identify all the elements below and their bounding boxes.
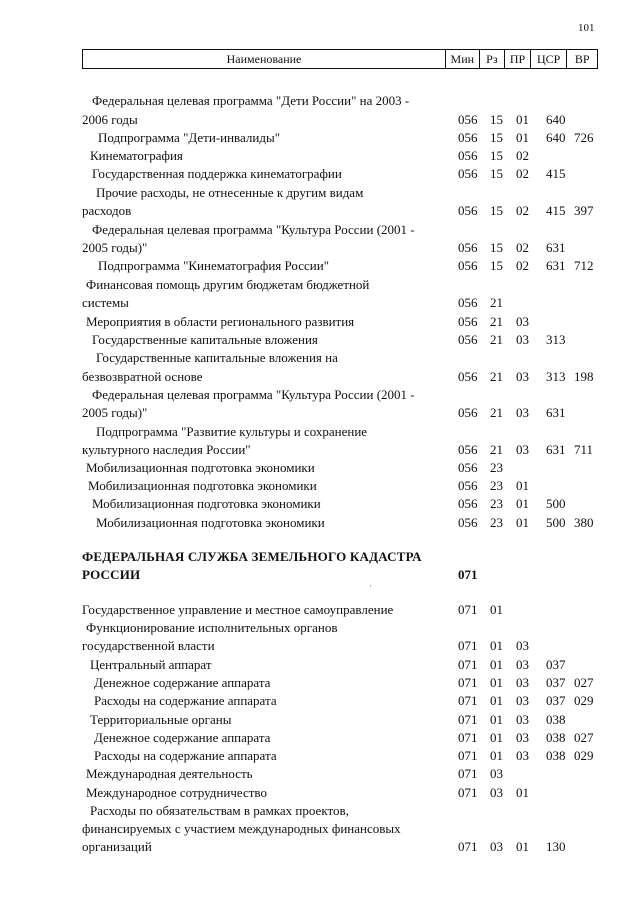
cell-rz: 01 — [490, 712, 503, 727]
table-row — [0, 656, 640, 674]
table-row — [0, 404, 640, 422]
cell-pr: 02 — [516, 240, 529, 255]
cell-csr: 415 — [546, 166, 566, 181]
cell-vr: 380 — [574, 515, 594, 530]
cell-pr: 03 — [516, 675, 529, 690]
cell-min: 056 — [458, 203, 478, 218]
table-row — [0, 802, 640, 820]
cell-min: 071 — [458, 693, 478, 708]
section-title-line1: ФЕДЕРАЛЬНАЯ СЛУЖБА ЗЕМЕЛЬНОГО КАДАСТРА — [82, 549, 422, 564]
cell-min: 056 — [458, 442, 478, 457]
row-name: Подпрограмма "Дети-инвалиды" — [98, 130, 281, 145]
cell-csr: 037 — [546, 693, 566, 708]
cell-min: 056 — [458, 332, 478, 347]
cell-csr: 038 — [546, 712, 566, 727]
cell-pr: 01 — [516, 785, 529, 800]
row-name: Международное сотрудничество — [86, 785, 267, 800]
table-row — [0, 765, 640, 783]
section-title-line2: РОССИИ — [82, 567, 141, 582]
cell-min: 056 — [458, 314, 478, 329]
cell-min: 071 — [458, 712, 478, 727]
cell-min: 071 — [458, 748, 478, 763]
cell-rz: 23 — [490, 460, 503, 475]
row-name: Центральный аппарат — [90, 657, 212, 672]
cell-min: 056 — [458, 515, 478, 530]
cell-pr: 03 — [516, 730, 529, 745]
row-name: Международная деятельность — [86, 766, 253, 781]
table-row — [0, 711, 640, 729]
cell-vr: 027 — [574, 675, 594, 690]
table-row — [0, 276, 640, 294]
cell-csr: 631 — [546, 240, 566, 255]
cell-csr: 500 — [546, 515, 566, 530]
row-name: Мобилизационная подготовка экономики — [92, 496, 321, 511]
header-min: Мин — [445, 50, 479, 68]
cell-pr: 03 — [516, 748, 529, 763]
row-name: Расходы на содержание аппарата — [94, 748, 277, 763]
row-name: Мероприятия в области регионального развития — [86, 314, 355, 329]
cell-pr: 01 — [516, 839, 529, 854]
cell-pr: 03 — [516, 369, 529, 384]
cell-pr: 03 — [516, 405, 529, 420]
row-name: Государственное управление и местное самоуправление — [82, 602, 394, 617]
row-name: Федеральная целевая программа "Культура России (2001 - — [92, 222, 415, 237]
row-name: Прочие расходы, не отнесенные к другим видам — [96, 185, 364, 200]
cell-rz: 03 — [490, 839, 503, 854]
cell-rz: 01 — [490, 602, 503, 617]
cell-vr: 029 — [574, 693, 594, 708]
row-name: Подпрограмма "Кинематография России" — [98, 258, 330, 273]
table-row — [0, 477, 640, 495]
row-name: Государственные капитальные вложения — [92, 332, 318, 347]
cell-min: 071 — [458, 785, 478, 800]
cell-min: 056 — [458, 496, 478, 511]
cell-csr: 037 — [546, 657, 566, 672]
cell-csr: 640 — [546, 130, 566, 145]
table-row — [0, 184, 640, 202]
cell-rz: 01 — [490, 638, 503, 653]
cell-csr: 130 — [546, 839, 566, 854]
cell-rz: 21 — [490, 405, 503, 420]
table-row — [0, 349, 640, 367]
cell-rz: 21 — [490, 369, 503, 384]
cell-rz: 15 — [490, 203, 503, 218]
table-row — [0, 495, 640, 513]
row-name: Территориальные органы — [90, 712, 232, 727]
cell-csr: 037 — [546, 675, 566, 690]
row-name: Функционирование исполнительных органов — [86, 620, 338, 635]
header-csr: ЦСР — [530, 50, 567, 68]
cell-min: 056 — [458, 295, 478, 310]
row-name: 2006 годы — [82, 112, 138, 127]
cell-pr: 03 — [516, 314, 529, 329]
cell-rz: 15 — [490, 240, 503, 255]
cell-rz: 01 — [490, 675, 503, 690]
cell-pr: 02 — [516, 148, 529, 163]
table-row — [0, 674, 640, 692]
cell-rz: 01 — [490, 657, 503, 672]
table-row — [0, 239, 640, 257]
cell-pr: 01 — [516, 496, 529, 511]
cell-csr: 640 — [546, 112, 566, 127]
cell-pr: 02 — [516, 166, 529, 181]
cell-min: 056 — [458, 369, 478, 384]
cell-csr: 631 — [546, 258, 566, 273]
cell-min: 071 — [458, 638, 478, 653]
row-name: культурного наследия России" — [82, 442, 251, 457]
row-name: 2005 годы)" — [82, 405, 148, 420]
row-name: Государственные капитальные вложения на — [96, 350, 338, 365]
row-name: Мобилизационная подготовка экономики — [96, 515, 325, 530]
table-row — [0, 619, 640, 637]
table-row — [0, 820, 640, 838]
table-row — [0, 423, 640, 441]
cell-min: 056 — [458, 112, 478, 127]
cell-pr: 01 — [516, 130, 529, 145]
cell-csr: 038 — [546, 748, 566, 763]
row-name: Государственная поддержка кинематографии — [92, 166, 342, 181]
table-row — [0, 92, 640, 110]
cell-rz: 21 — [490, 295, 503, 310]
cell-vr: 397 — [574, 203, 594, 218]
cell-rz: 15 — [490, 148, 503, 163]
cell-rz: 15 — [490, 112, 503, 127]
cell-min: 071 — [458, 657, 478, 672]
cell-vr: 198 — [574, 369, 594, 384]
cell-pr: 03 — [516, 712, 529, 727]
row-name: Федеральная целевая программа "Дети России" на 2003 - — [92, 93, 410, 108]
table-row — [0, 514, 640, 532]
cell-csr: 415 — [546, 203, 566, 218]
row-name: Мобилизационная подготовка экономики — [88, 478, 317, 493]
row-name: Расходы на содержание аппарата — [94, 693, 277, 708]
cell-pr: 03 — [516, 657, 529, 672]
cell-csr: 313 — [546, 332, 566, 347]
row-name: Расходы по обязательствам в рамках проектов, — [90, 803, 349, 818]
table-row — [0, 294, 640, 312]
table-row — [0, 257, 640, 275]
table-row — [0, 747, 640, 765]
cell-rz: 23 — [490, 478, 503, 493]
table-row — [0, 637, 640, 655]
cell-pr: 01 — [516, 515, 529, 530]
cell-min: 056 — [458, 148, 478, 163]
cell-pr: 03 — [516, 693, 529, 708]
cell-min: 071 — [458, 766, 478, 781]
cell-csr: 631 — [546, 442, 566, 457]
cell-pr: 03 — [516, 638, 529, 653]
table-row — [0, 111, 640, 129]
cell-pr: 03 — [516, 332, 529, 347]
row-name: расходов — [82, 203, 132, 218]
cell-min: 056 — [458, 166, 478, 181]
row-name: Федеральная целевая программа "Культура России (2001 - — [92, 387, 415, 402]
table-row — [0, 368, 640, 386]
table-row — [0, 601, 640, 619]
table-row — [0, 692, 640, 710]
cell-pr: 01 — [516, 112, 529, 127]
table-row — [0, 147, 640, 165]
cell-min: 071 — [458, 675, 478, 690]
cell-min: 056 — [458, 130, 478, 145]
cell-pr: 03 — [516, 442, 529, 457]
cell-rz: 23 — [490, 515, 503, 530]
cell-min: 056 — [458, 240, 478, 255]
cell-rz: 15 — [490, 258, 503, 273]
row-name: финансируемых с участием международных финансовых — [82, 821, 401, 836]
cell-csr: 038 — [546, 730, 566, 745]
cell-rz: 01 — [490, 693, 503, 708]
section-code: 071 — [458, 567, 478, 582]
cell-vr: 726 — [574, 130, 594, 145]
row-name: Денежное содержание аппарата — [94, 675, 271, 690]
cell-min: 056 — [458, 405, 478, 420]
cell-pr: 02 — [516, 258, 529, 273]
cell-rz: 15 — [490, 166, 503, 181]
row-name: Мобилизационная подготовка экономики — [86, 460, 315, 475]
cell-min: 071 — [458, 730, 478, 745]
cell-min: 071 — [458, 839, 478, 854]
cell-csr: 631 — [546, 405, 566, 420]
table-header — [82, 49, 598, 69]
cell-min: 056 — [458, 460, 478, 475]
header-pr: ПР — [504, 50, 530, 68]
row-name: Подпрограмма "Развитие культуры и сохранение — [96, 424, 368, 439]
header-rz: Рз — [479, 50, 505, 68]
cell-csr: 500 — [546, 496, 566, 511]
table-row — [0, 459, 640, 477]
cell-rz: 21 — [490, 442, 503, 457]
table-row — [0, 313, 640, 331]
page-number: 101 — [578, 22, 595, 34]
row-name: организаций — [82, 839, 152, 854]
row-name: государственной власти — [82, 638, 215, 653]
table-row — [0, 331, 640, 349]
table-row — [0, 165, 640, 183]
table-row — [0, 202, 640, 220]
cell-rz: 03 — [490, 766, 503, 781]
cell-min: 071 — [458, 602, 478, 617]
header-vr: ВР — [566, 50, 597, 68]
table-row — [0, 838, 640, 856]
cell-pr: 01 — [516, 478, 529, 493]
cell-min: 056 — [458, 258, 478, 273]
cell-vr: 711 — [574, 442, 594, 457]
cell-vr: 029 — [574, 748, 594, 763]
row-name: Денежное содержание аппарата — [94, 730, 271, 745]
table-row — [0, 129, 640, 147]
cell-vr: 712 — [574, 258, 594, 273]
cell-rz: 01 — [490, 748, 503, 763]
cell-rz: 23 — [490, 496, 503, 511]
row-name: Финансовая помощь другим бюджетам бюджетной — [86, 277, 370, 292]
table-row — [0, 221, 640, 239]
row-name: безвозвратной основе — [82, 369, 203, 384]
cell-rz: 03 — [490, 785, 503, 800]
cell-rz: 01 — [490, 730, 503, 745]
table-row — [0, 441, 640, 459]
table-row — [0, 784, 640, 802]
table-row — [0, 386, 640, 404]
row-name: 2005 годы)" — [82, 240, 148, 255]
cell-vr: 027 — [574, 730, 594, 745]
cell-pr: 02 — [516, 203, 529, 218]
cell-min: 056 — [458, 478, 478, 493]
header-name: Наименование — [226, 51, 302, 66]
row-name: Кинематография — [90, 148, 183, 163]
scan-mark: · — [369, 581, 372, 591]
cell-rz: 21 — [490, 314, 503, 329]
cell-rz: 15 — [490, 130, 503, 145]
cell-csr: 313 — [546, 369, 566, 384]
table-row — [0, 729, 640, 747]
row-name: системы — [82, 295, 129, 310]
cell-rz: 21 — [490, 332, 503, 347]
